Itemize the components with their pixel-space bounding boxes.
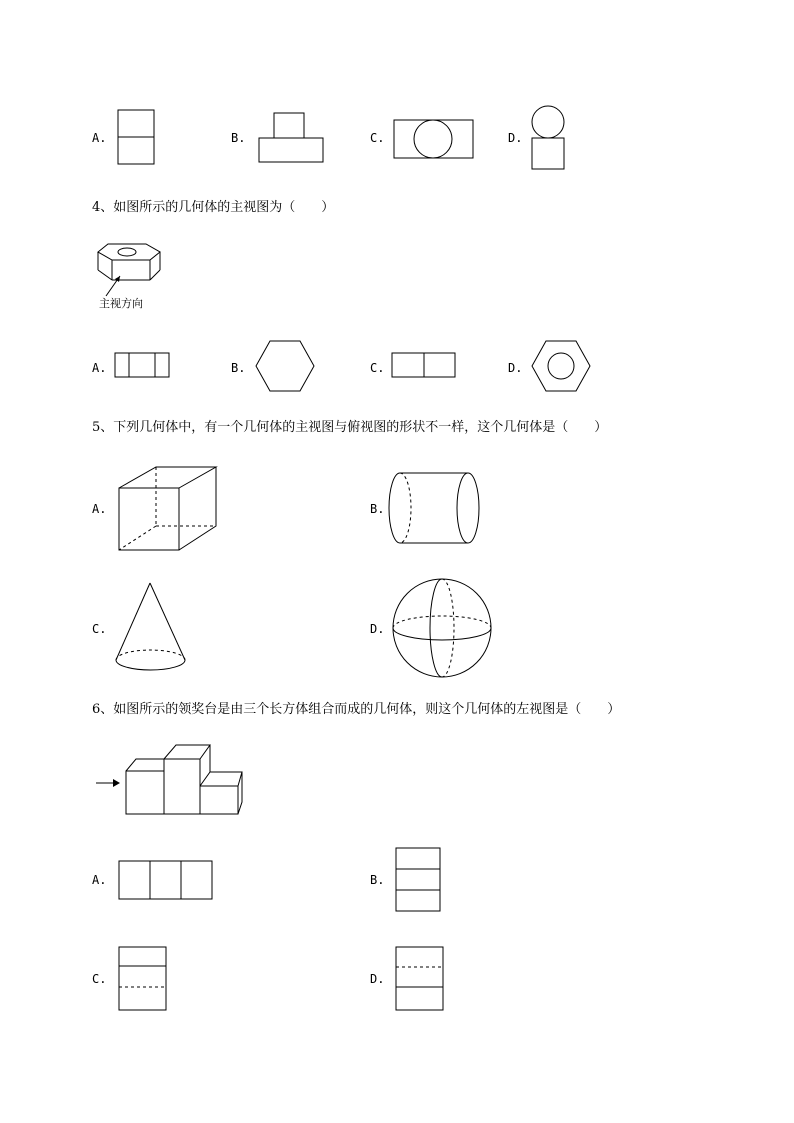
q6-option-a-figure (117, 859, 215, 903)
q3-option-d-figure (528, 102, 568, 172)
q5-option-a-label: A. (92, 502, 107, 516)
q6-option-d-figure (394, 945, 446, 1013)
q6-question: 6、如图所示的领奖台是由三个长方体组合而成的几何体，则这个几何体的左视图是（ ） (92, 702, 621, 717)
q3-option-b-figure (256, 110, 326, 165)
q4-option-c-label: C. (370, 361, 385, 375)
q5-option-b-label: B. (370, 502, 385, 516)
q6-option-c-label: C. (92, 972, 107, 986)
q4-option-d-label: D. (508, 361, 523, 375)
q6-option-b-label: B. (370, 873, 385, 887)
q5-option-c-cone-figure (112, 580, 190, 674)
q5-question: 5、下列几何体中，有一个几何体的主视图与俯视图的形状不一样，这个几何体是（ ） (92, 420, 608, 435)
q4-option-a-figure (113, 351, 171, 379)
q5-option-b-cylinder-figure (388, 470, 484, 548)
q5-option-d-sphere-figure (390, 576, 496, 680)
q3-option-a-label: A. (92, 131, 107, 145)
q3-option-c-label: C. (370, 131, 385, 145)
q6-podium-figure (94, 742, 246, 818)
q4-option-d-figure (529, 338, 593, 394)
q4-option-b-figure (253, 338, 317, 394)
q6-option-d-label: D. (370, 972, 385, 986)
q3-option-c-figure (392, 117, 476, 161)
q4-option-b-label: B. (231, 361, 246, 375)
q6-option-c-figure (117, 945, 169, 1013)
q3-option-d-label: D. (508, 131, 523, 145)
q6-option-a-label: A. (92, 873, 107, 887)
q5-option-d-label: D. (370, 622, 385, 636)
q3-option-a-figure (116, 108, 156, 166)
q5-option-c-label: C. (92, 622, 107, 636)
q4-hex-nut-figure (94, 240, 166, 298)
q4-direction-label: 主视方向 (99, 297, 143, 310)
q4-option-a-label: A. (92, 361, 107, 375)
q3-option-b-label: B. (231, 131, 246, 145)
q4-question: 4、如图所示的几何体的主视图为（ ） (92, 200, 335, 215)
q4-option-c-figure (390, 351, 458, 379)
q6-option-b-figure (394, 846, 444, 914)
q5-option-a-cube-figure (116, 464, 220, 554)
